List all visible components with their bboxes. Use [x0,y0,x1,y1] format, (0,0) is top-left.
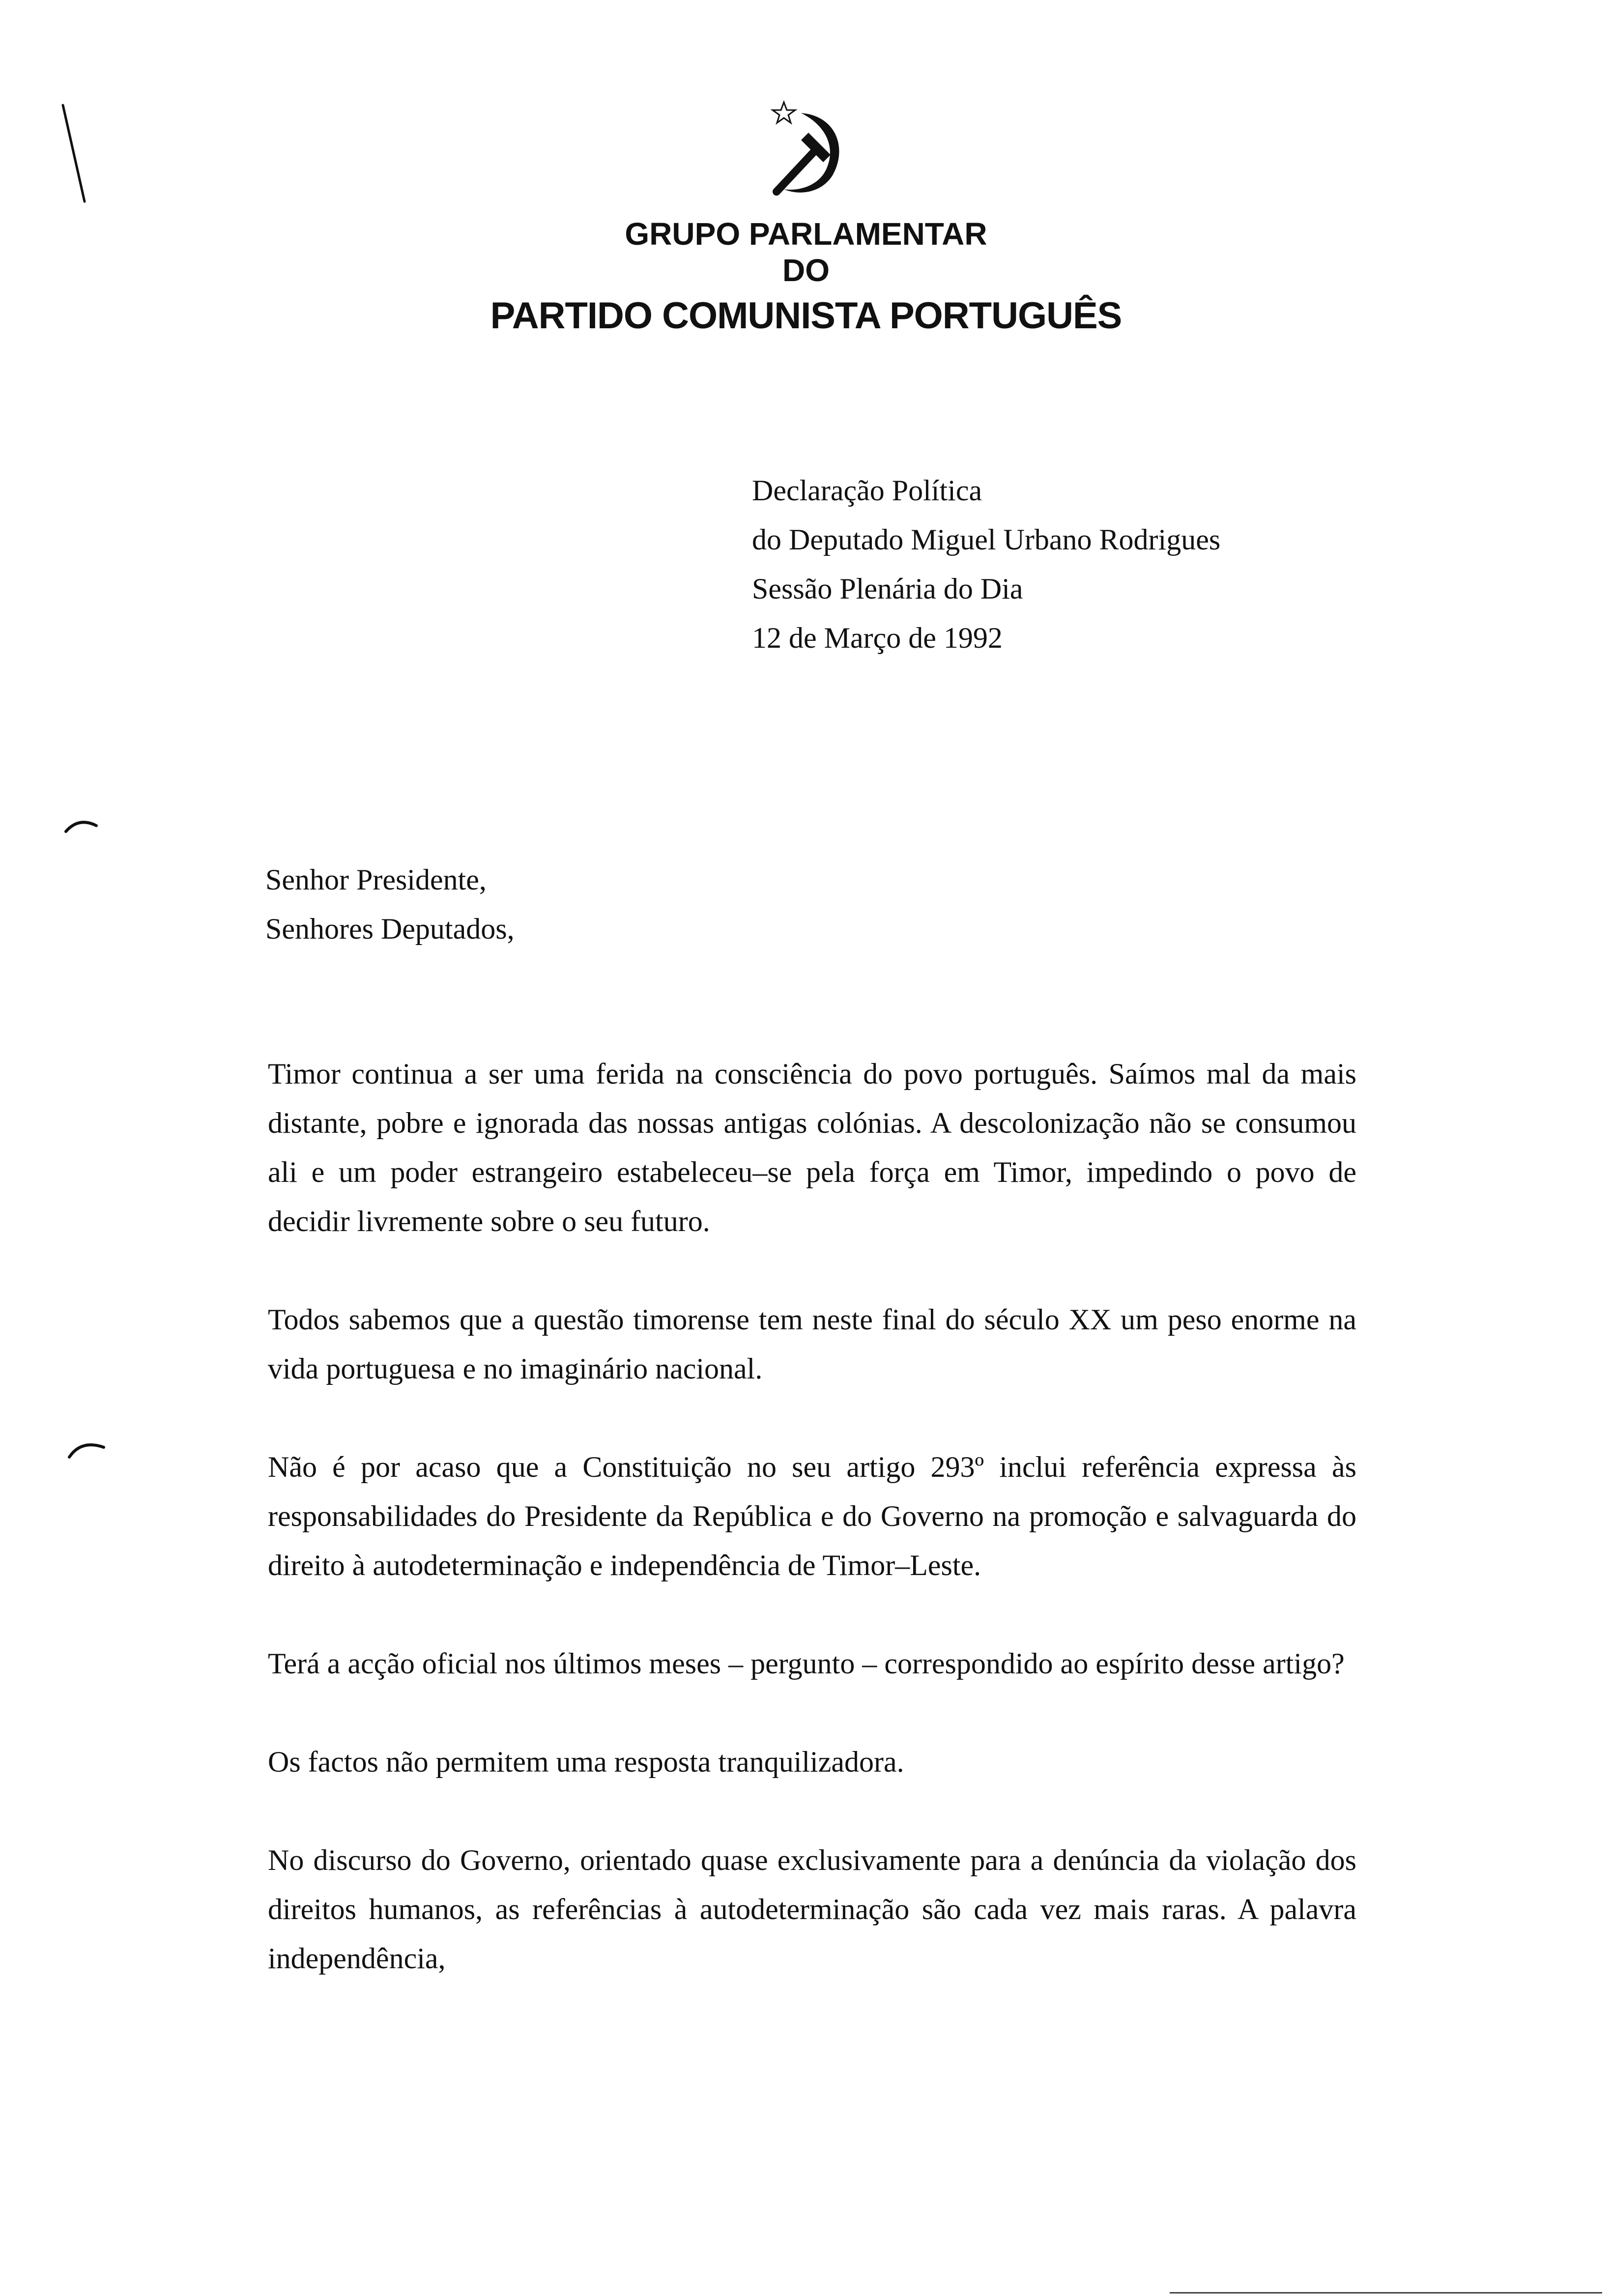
hammer-and-sickle-star-icon [754,93,858,206]
declaration-author: do Deputado Miguel Urbano Rodrigues [752,523,1221,556]
scan-mark-arc [64,816,98,835]
salutation-line: Senhor Presidente, [265,863,487,896]
letterhead [0,93,1612,338]
party-name: PARTIDO COMUNISTA PORTUGUÊS [490,295,1122,337]
declaration-header [752,466,1220,662]
body-paragraph: Os factos não permitem uma resposta tranquilizadora. [268,1746,904,1778]
party-group-title: GRUPO PARLAMENTAR [625,216,987,252]
scan-mark-arc [66,1437,106,1460]
salutation [265,855,515,953]
body-paragraph: Não é por acaso que a Constituição no seu artigo 293º inclui referência expressa às responsabilidades do Presidente da República e do Governo na promoção e salvaguarda do direito à autodeterminação e independência de Timor–Leste. [268,1451,1356,1581]
scan-edge-line [1170,2292,1602,2294]
body-paragraph: Timor continua a ser uma ferida na consciência do povo português. Saímos mal da mais distante, pobre e ignorada das nossas antigas colónias. A descolonização não se consumou ali e um poder estrangeiro estabeleceu–se pela força em Timor, impedindo o povo de decidir livremente sobre o seu futuro. [268,1058,1356,1237]
document-body [268,1049,1356,1983]
body-paragraph: Todos sabemos que a questão timorense tem neste final do século XX um peso enorme na vida portuguesa e no imaginário nacional. [268,1303,1356,1385]
salutation-line: Senhores Deputados, [265,913,515,945]
party-group-connector: DO [782,252,830,288]
body-paragraph: No discurso do Governo, orientado quase exclusivamente para a denúncia da violação dos direitos humanos, as referências à autodeterminação são cada vez mais raras. A palavra independência, [268,1844,1356,1975]
declaration-session: Sessão Plenária do Dia [752,573,1023,605]
body-paragraph: Terá a acção oficial nos últimos meses – pergunto – correspondido ao espírito desse artigo? [268,1647,1345,1680]
declaration-title: Declaração Política [752,474,982,507]
declaration-date: 12 de Março de 1992 [752,622,1003,654]
